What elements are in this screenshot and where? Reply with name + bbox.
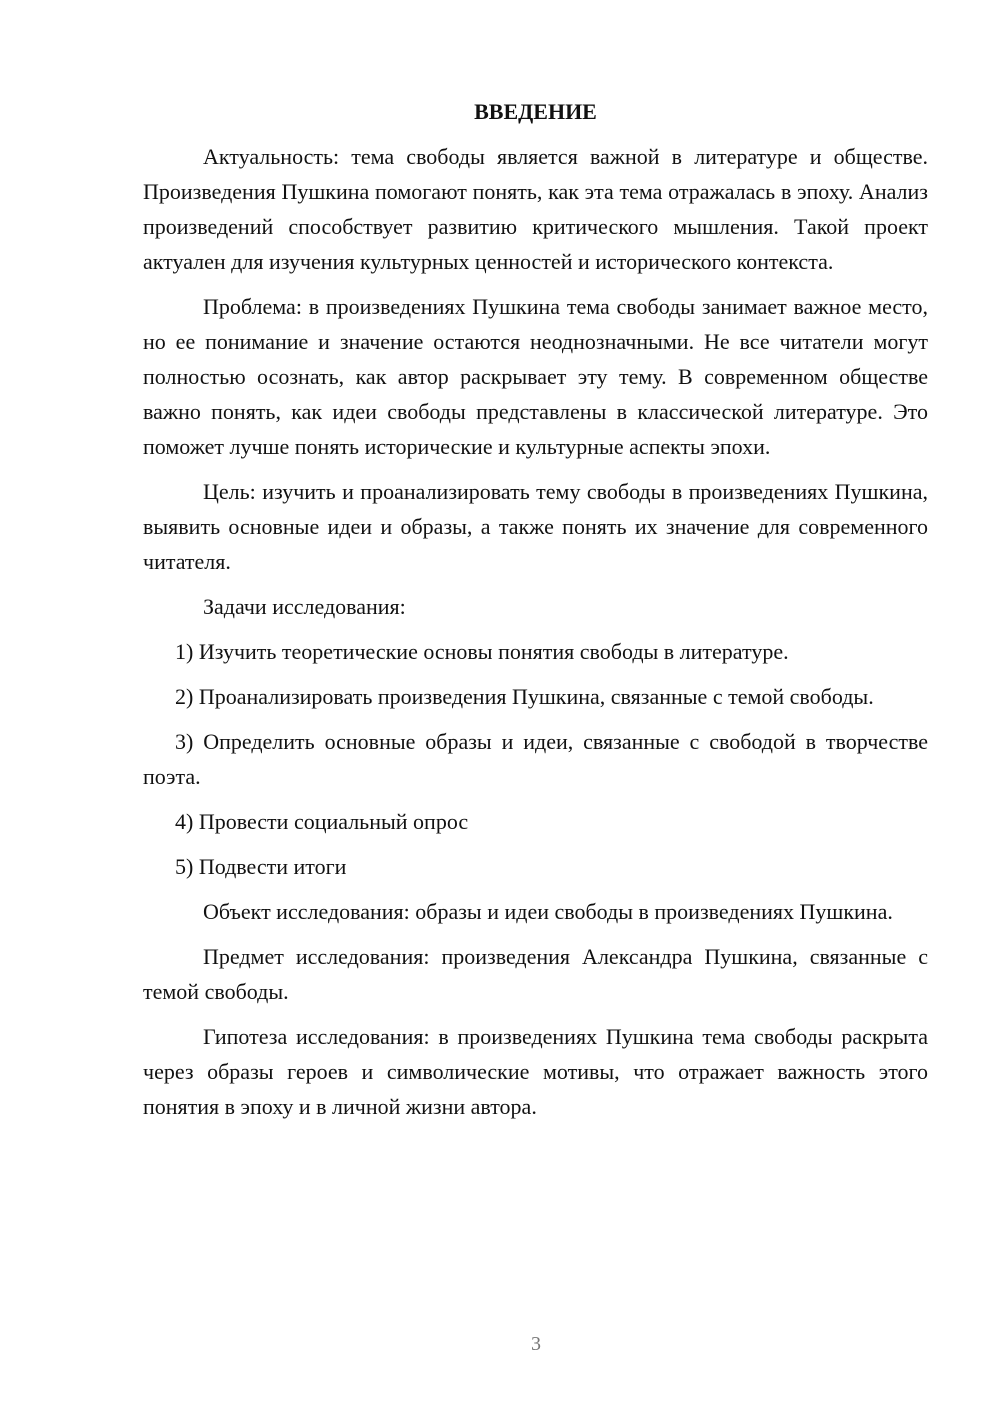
task-item-1: 1) Изучить теоретические основы понятия свободы в литературе.: [175, 639, 789, 664]
relevance-paragraph: Актуальность: тема свободы является важной в литературе и обществе. Произведения Пушкина помогают понять, как эта тема отражалась в эпоху. Анализ произведений способствует развитию критического мышления. Такой проект актуален для изучения культурных ценностей и исторического контекста.: [143, 144, 928, 274]
problem-paragraph: Проблема: в произведениях Пушкина тема свободы занимает важное место, но ее понимание и значение остаются неоднозначными. Не все читатели могут полностью осознать, как автор раскрывает эту тему. В современном обществе важно понять, как идеи свободы представлены в классической литературе. Это поможет лучше понять исторические и культурные аспекты эпохи.: [143, 294, 928, 459]
subject-paragraph: Предмет исследования: произведения Александра Пушкина, связанные с темой свободы.: [143, 944, 928, 1004]
task-item-5: 5) Подвести итоги: [175, 854, 347, 879]
task-item-2: 2) Проанализировать произведения Пушкина, связанные с темой свободы.: [175, 684, 874, 709]
section-title: ВВЕДЕНИЕ: [474, 99, 597, 124]
task-item-4: 4) Провести социальный опрос: [175, 809, 469, 834]
goal-paragraph: Цель: изучить и проанализировать тему свободы в произведениях Пушкина, выявить основные идеи и образы, а также понять их значение для современного читателя.: [143, 479, 928, 574]
tasks-heading: Задачи исследования:: [203, 594, 406, 619]
task-item-3: 3) Определить основные образы и идеи, связанные с свободой в творчестве поэта.: [143, 729, 928, 789]
page-number: 3: [531, 1333, 541, 1355]
document-body: [143, 94, 928, 1134]
object-paragraph: Объект исследования: образы и идеи свободы в произведениях Пушкина.: [203, 899, 893, 924]
hypothesis-paragraph: Гипотеза исследования: в произведениях Пушкина тема свободы раскрыта через образы героев и символические мотивы, что отражает важность этого понятия в эпоху и в личной жизни автора.: [143, 1024, 928, 1119]
